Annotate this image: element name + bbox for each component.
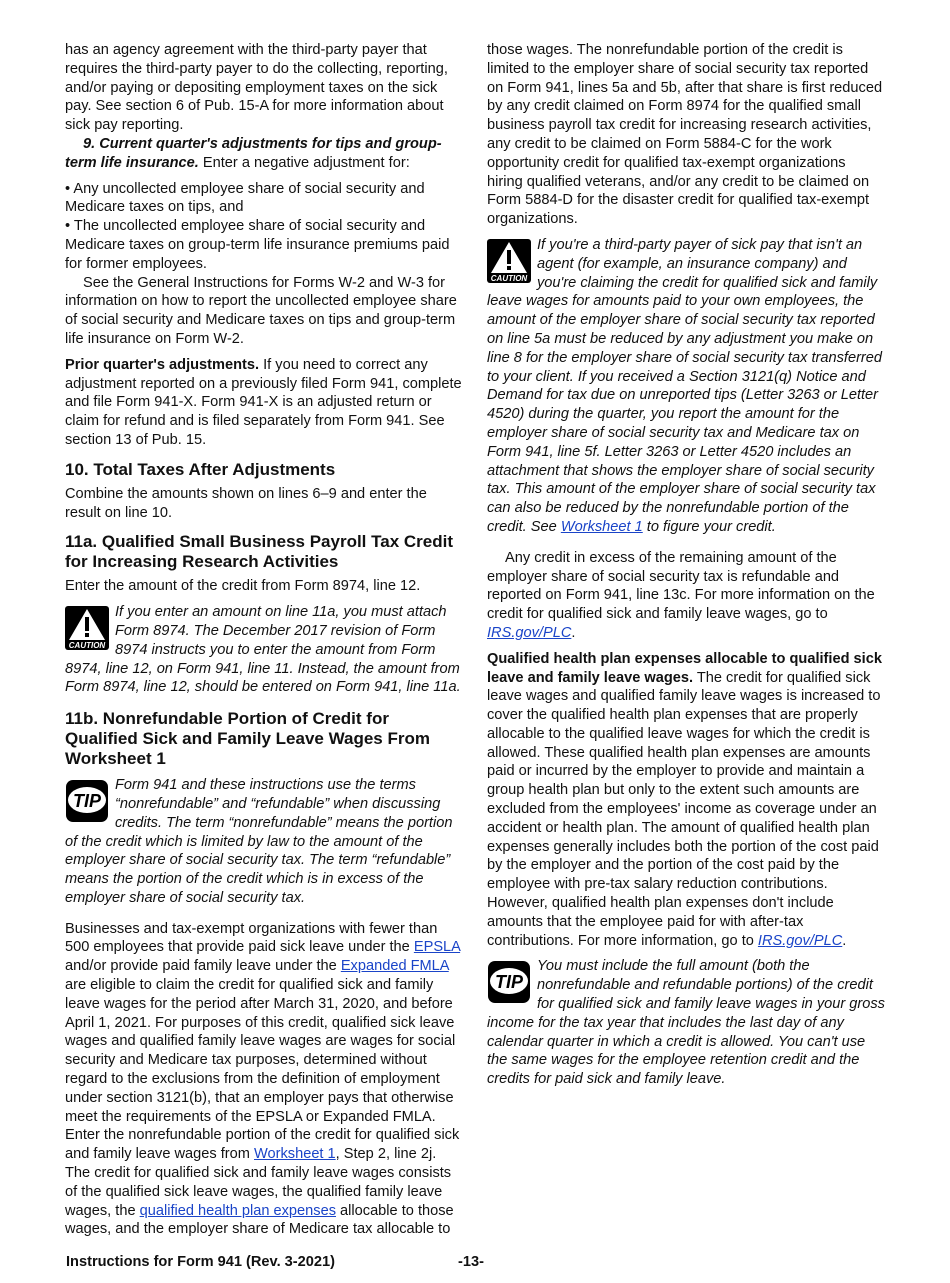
text-run: You must include the full amount (both the nonrefundable and refundable portions) of the credit for qualified sick and family leave wages in your gross income for the tax year that includes the last day of any calendar quarter in which a credit is allowed. You can't use the same wages for the employee retention credit and the credits for paid sick and family leave. — [487, 958, 885, 1088]
text-run: Enter a negative adjustment for: — [198, 154, 410, 171]
link[interactable]: IRS.gov/PLC — [487, 624, 572, 641]
text-run: • The uncollected employee share of social security and Medicare taxes on group-term life insurance premiums paid for former employees. — [65, 218, 450, 272]
run-heading: 9. Current quarter's adjustments for tips and group-term life insurance. — [65, 135, 442, 171]
text-run: The credit for qualified sick leave wages and qualified family leave wages is increased to cover the qualified health plan expenses that are properly allocable to the qualified leave wages for which the credit is allowed. These qualified health plan expenses are amounts paid or incurred by the employer to provide and maintain a group health plan but only to the extent such amounts are excluded from the employees' income as coverage under an accident or health plan. The amount of qualified health plan expenses generally includes both the portion of the cost paid by the employer and the portion of the cost paid by the employee with pre-tax salary reduction contributions. However, qualified health plan expenses don't include amounts that the employee paid for with after-tax contributions. For more information, go to — [487, 669, 881, 949]
text-run: has an agency agreement with the third-party payer that requires the third-party payer to do the collecting, reporting, and/or paying or depositing employment taxes on the sick pay. See section 6 of Pub. 15-A for more information about sick pay reporting. — [65, 42, 448, 134]
paragraph — [65, 485, 463, 523]
paragraph — [65, 217, 463, 273]
text-run: Businesses and tax-exempt organizations with fewer than 500 employees that provide paid sick leave under the — [65, 920, 438, 956]
right-column — [487, 41, 885, 1101]
text-run: Enter the amount of the credit from Form 8974, line 12. — [65, 578, 421, 595]
tip-icon — [65, 779, 109, 823]
text-run: . — [571, 624, 576, 641]
svg-text:TIP: TIP — [494, 972, 524, 993]
link[interactable]: Expanded FMLA — [340, 958, 449, 975]
text-run: to figure your credit. — [642, 518, 776, 535]
text-run: . — [842, 932, 847, 949]
caution-note — [65, 603, 463, 697]
text-run: • Any uncollected employee share of social security and Medicare taxes on tips, and — [65, 180, 425, 216]
section-heading: 10. Total Taxes After Adjustments — [65, 459, 336, 479]
link[interactable]: qualified health plan expenses — [139, 1202, 336, 1219]
paragraph — [65, 180, 463, 218]
run-heading: Prior quarter's adjustments. — [65, 356, 260, 373]
footer-title: Instructions for Form 941 (Rev. 3-2021) — [66, 1254, 335, 1270]
text-run: If you need to correct any adjustment reported on a previously filed Form 941, complete and file Form 941-X. Form 941-X is an adjusted return or claim for refund and is filed separately from Form 941. See section 13 of Pub. 15. — [65, 356, 462, 448]
page-number: -13- — [458, 1254, 484, 1270]
svg-text:CAUTION: CAUTION — [68, 641, 106, 651]
text-run: are eligible to claim the credit for qualified sick and family leave wages for the period after March 31, 2020, and before April 1, 2021. For purposes of this credit, qualified sick leave wages and qualified family leave wages are wages for social security and Medicare tax purposes, determined without regard to the exclusions from the definition of employment under section 3121(b), that an employer pays that otherwise meet the requirements of the EPSLA or Expanded FMLA. Enter the nonrefundable portion of the credit for qualified sick and family leave wages from — [65, 977, 460, 1163]
paragraph — [65, 135, 463, 173]
paragraph — [65, 356, 463, 450]
text-run: Any credit in excess of the remaining amount of the employer share of social security tax is refundable and reported on Form 941, line 13c. For more information on the credit for qualified sick and family leave wages, go to — [487, 549, 875, 623]
left-column — [65, 41, 463, 1239]
tip-icon — [487, 960, 531, 1004]
caution-note — [487, 236, 885, 537]
paragraph — [65, 274, 463, 349]
paragraph — [487, 650, 885, 951]
text-run: allocable to those wages, and the employer share of Medicare tax allocable to — [65, 1202, 454, 1238]
paragraph — [65, 577, 463, 596]
text-run: Combine the amounts shown on lines 6–9 and enter the result on line 10. — [65, 485, 427, 521]
paragraph — [65, 41, 463, 135]
text-run: If you enter an amount on line 11a, you must attach Form 8974. The December 2017 revision of Form 8974 instructs you to enter the amount from Form 8974, line 12, on Form 941, line 11. Instead, the amount from Form 8974, line 12, should be entered on Form 941, line 11a. — [65, 604, 461, 696]
tip-note — [487, 957, 885, 1089]
svg-text:TIP: TIP — [72, 791, 102, 812]
text-run: those wages. The nonrefundable portion of the credit is limited to the employer share of social security tax reported on Form 941, lines 5a and 5b, after that share is first reduced by any credit claimed on Form 8974 for the qualified small business payroll tax credit for increasing research activities, any credit to be claimed on Form 5884-C for the work opportunity credit for qualified tax-exempt organizations hiring qualified veterans, and/or any credit to be claimed on Form 5884-D for the disaster credit for qualified tax-exempt organizations. — [487, 42, 883, 228]
text-run: Form 941 and these instructions use the terms “nonrefundable” and “refundable” when discussing credits. The term “nonrefundable” means the portion of the credit which is limited by law to the amount of the employer share of social security tax. The term “refundable” means the portion of the credit which is in excess of the employer share of social security tax. — [65, 777, 453, 906]
paragraph — [487, 549, 885, 643]
link[interactable]: Worksheet 1 — [560, 518, 643, 535]
caution-icon — [487, 239, 531, 283]
text-run: See the General Instructions for Forms W-2 and W-3 for information on how to report the uncollected employee share of social security and Medicare taxes on tips and group-term life insurance on Form W-2. — [65, 274, 457, 347]
link[interactable]: EPSLA — [413, 939, 461, 956]
link[interactable]: Worksheet 1 — [254, 1146, 336, 1163]
paragraph — [487, 41, 885, 229]
link[interactable]: IRS.gov/PLC — [757, 932, 843, 949]
caution-icon — [65, 606, 109, 650]
run-heading: Qualified health plan expenses allocable to qualified sick leave and family leave wages. — [487, 650, 882, 686]
text-run: If you're a third-party payer of sick pay that isn't an agent (for example, an insurance company) and you're claiming the credit for qualified sick and family leave wages for amounts paid to your own employees, the amount of the employer share of social security tax reported on line 5a must be reduced by any adjustment you make on line 8 for the employer share of social security tax transferred to your client. If you received a Section 3121(q) Notice and Demand for tax due on unreported tips (Letter 3263 or Letter 4520) during the quarter, you report the amount for the employer share of social security tax and Medicare tax on Form 941, line 5f. Letter 3263 or Letter 4520 includes an attachment that shows the employer share of social security tax. This amount of the employer share of social security tax can also be reduced by the nonrefundable portion of the credit. See — [487, 236, 883, 535]
text-run: , Step 2, line 2j. The credit for qualified sick and family leave wages consists of the qualified sick leave wages, the qualified family leave wages, the — [65, 1146, 452, 1219]
page-footer — [66, 1253, 884, 1272]
svg-text:CAUTION: CAUTION — [490, 273, 528, 283]
text-run: and/or provide paid family leave under the — [65, 958, 341, 975]
paragraph — [65, 920, 463, 1240]
section-heading: 11a. Qualified Small Business Payroll Tax Credit for Increasing Research Activities — [65, 532, 454, 572]
tip-note — [65, 776, 463, 908]
section-heading: 11b. Nonrefundable Portion of Credit for Qualified Sick and Family Leave Wages From Worksheet 1 — [65, 709, 430, 769]
